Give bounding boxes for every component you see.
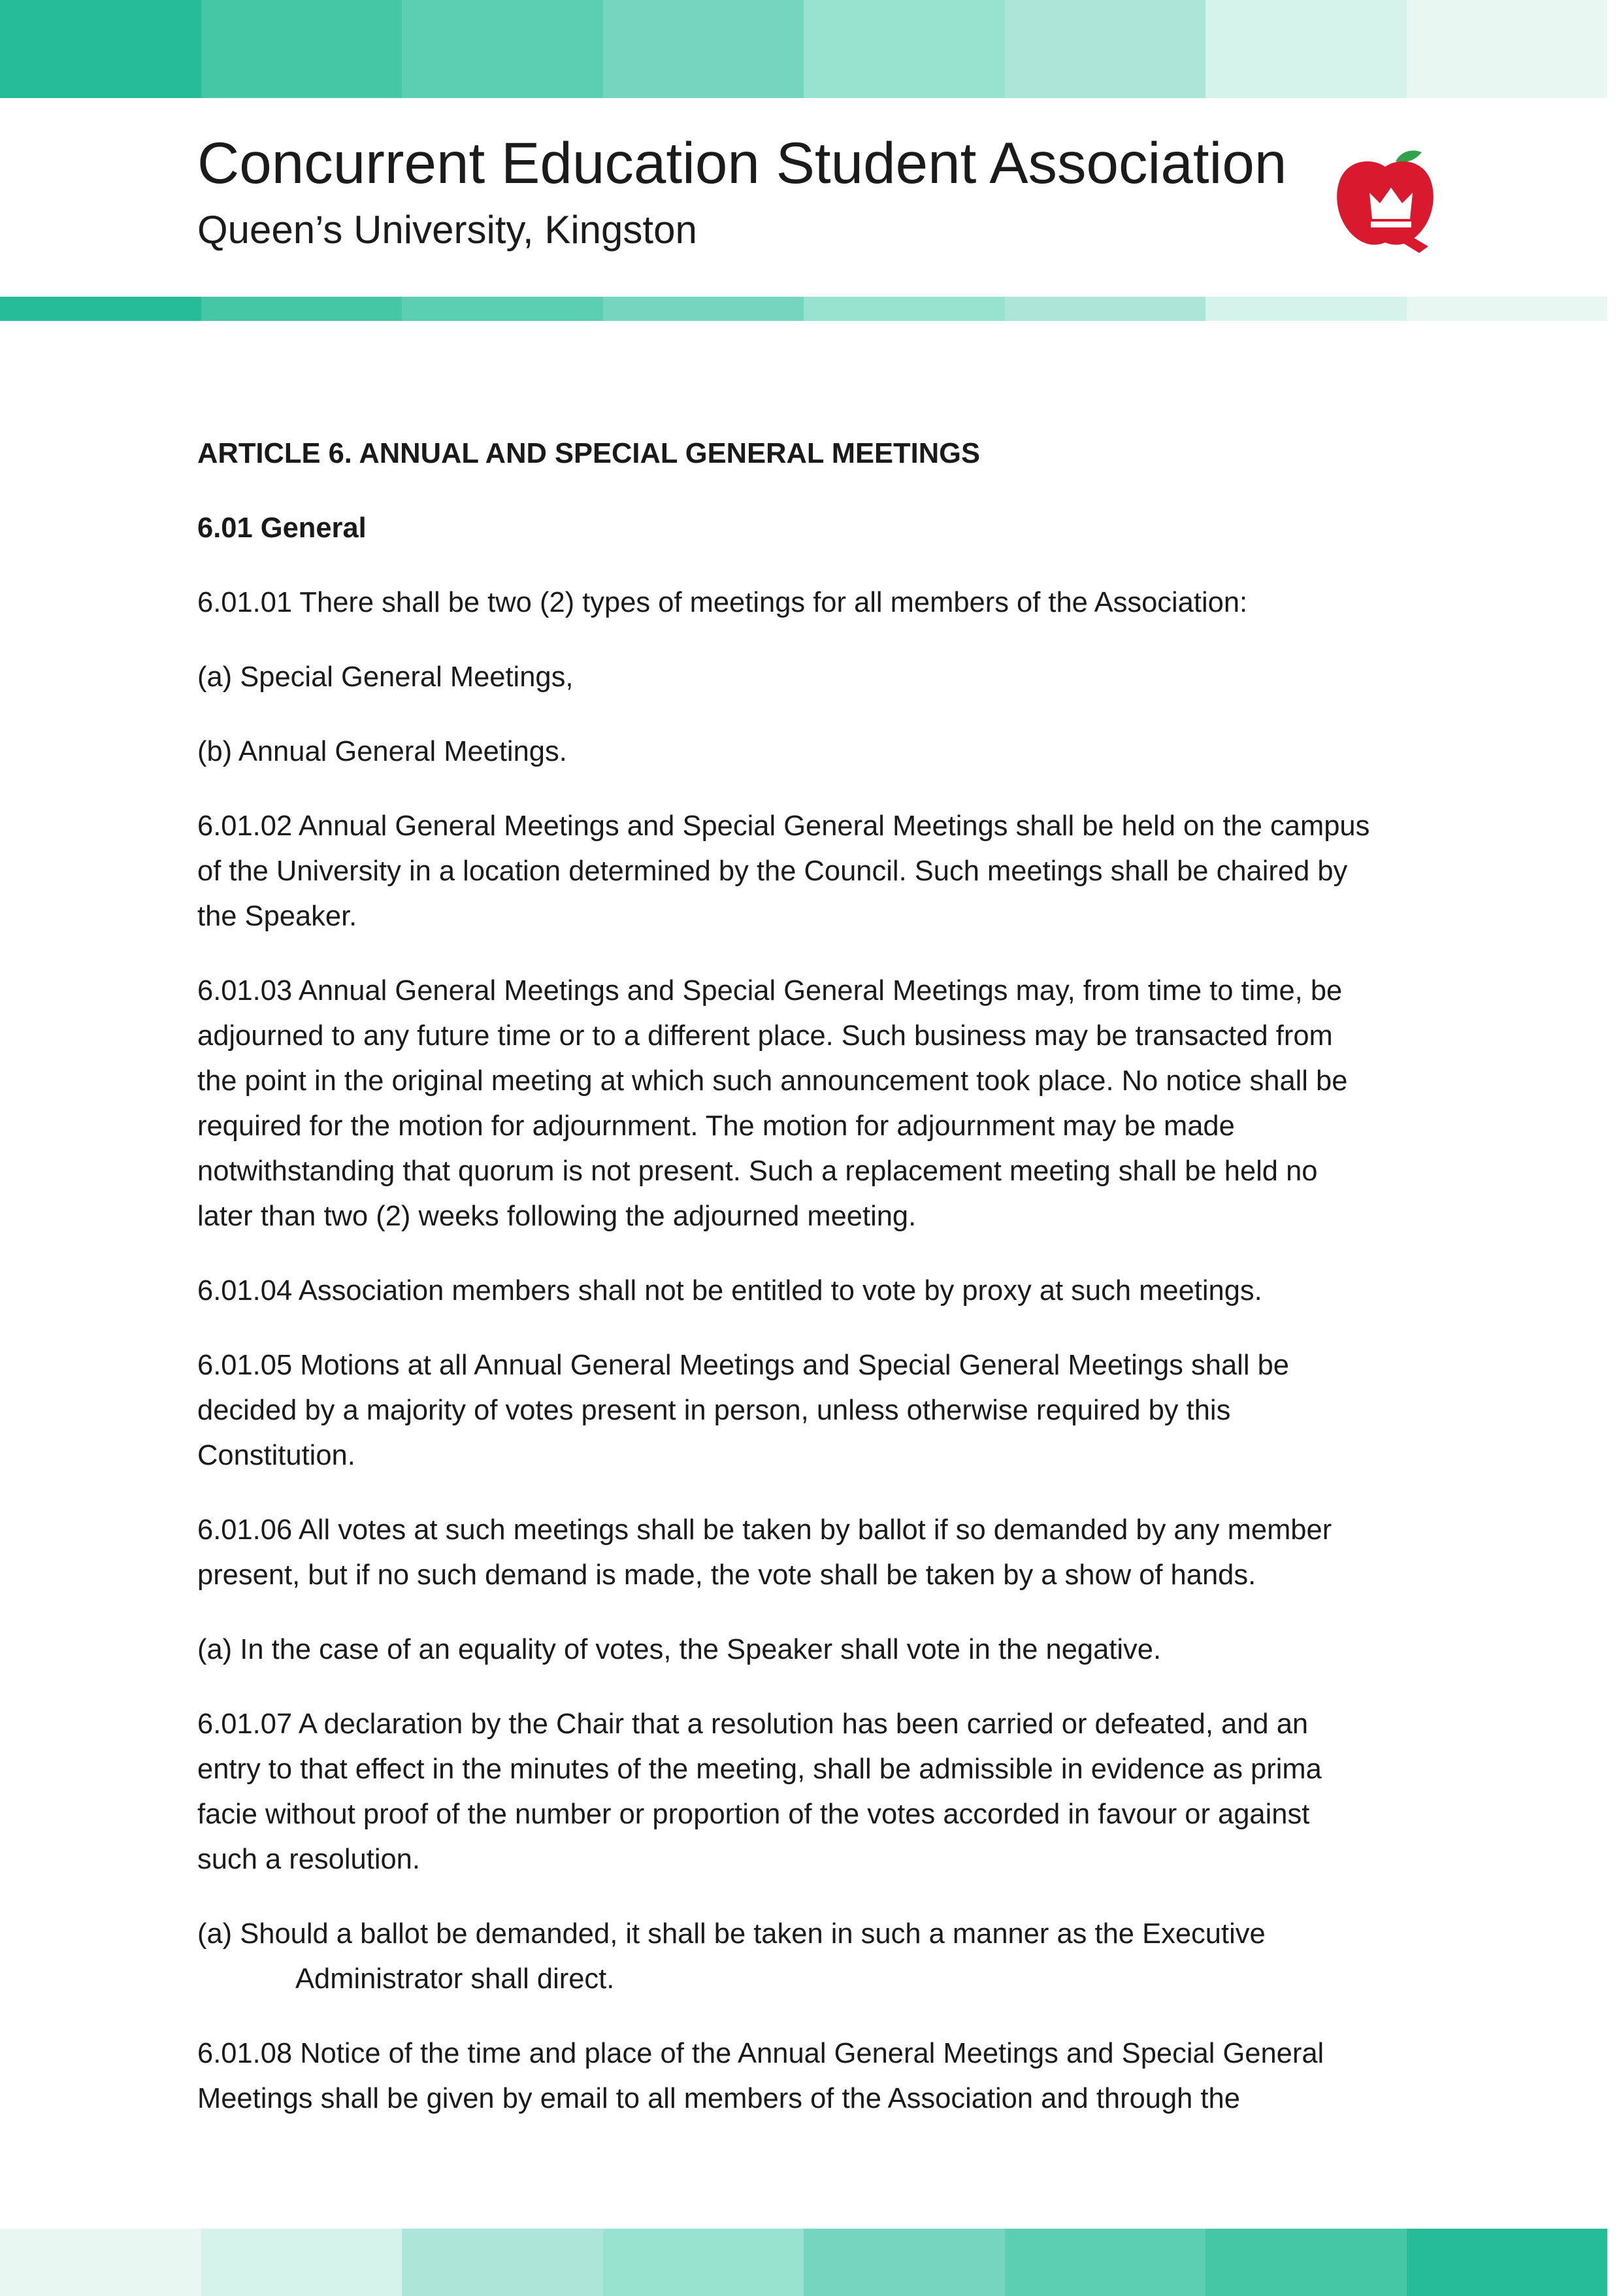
text-line: 6.01.08 Notice of the time and place of the Annual General Meetings and Special General <box>197 2038 1324 2069</box>
band-segment <box>1205 0 1407 98</box>
text-line: 6.01.06 All votes at such meetings shall be taken by ballot if so demanded by any member <box>197 1514 1332 1546</box>
band-segment <box>1407 297 1608 321</box>
band-segment <box>0 2229 201 2296</box>
band-segment <box>201 2229 402 2296</box>
clause-6-01-02 <box>197 804 1452 939</box>
clause-6-01-04: 6.01.04 Association members shall not be entitled to vote by proxy at such meetings. <box>197 1275 1262 1306</box>
text-line: present, but if no such demand is made, the vote shall be taken by a show of hands. <box>197 1559 1256 1591</box>
clause-6-01-03 <box>197 969 1452 1239</box>
band-segment <box>603 297 804 321</box>
band-segment <box>1005 297 1206 321</box>
text-line: 6.01.07 A declaration by the Chair that a resolution has been carried or defeated, and an <box>197 1708 1309 1740</box>
band-segment <box>1205 297 1407 321</box>
band-segment <box>201 0 402 98</box>
clause-6-01-07 <box>197 1702 1452 1882</box>
header-color-band <box>0 0 1607 98</box>
clause-6-01-05 <box>197 1343 1452 1478</box>
letterhead-title: Concurrent Education Student Association <box>197 130 1287 195</box>
document-body <box>197 431 1452 2151</box>
header-divider-band <box>0 297 1607 321</box>
article-heading: ARTICLE 6. ANNUAL AND SPECIAL GENERAL MEETINGS <box>197 438 980 469</box>
band-segment <box>1205 2229 1407 2296</box>
text-line: of the University in a location determined by the Council. Such meetings shall be chaired by <box>197 856 1348 887</box>
text-line: the Speaker. <box>197 901 357 932</box>
band-segment <box>0 297 201 321</box>
band-segment <box>402 2229 603 2296</box>
band-segment <box>0 0 201 98</box>
band-segment <box>804 297 1005 321</box>
text-line: entry to that effect in the minutes of the meeting, shall be admissible in evidence as prima <box>197 1754 1322 1785</box>
band-segment <box>804 2229 1005 2296</box>
section-heading: 6.01 General <box>197 512 367 544</box>
text-line: required for the motion for adjournment. The motion for adjournment may be made <box>197 1110 1235 1142</box>
band-segment <box>804 0 1005 98</box>
text-line: adjourned to any future time or to a different place. Such business may be transacted from <box>197 1020 1333 1052</box>
band-segment <box>402 297 603 321</box>
text-line: 6.01.03 Annual General Meetings and Special General Meetings may, from time to time, be <box>197 975 1343 1007</box>
band-segment <box>1005 2229 1206 2296</box>
band-segment <box>1005 0 1206 98</box>
clause-6-01-08 <box>197 2031 1452 2121</box>
band-segment <box>201 297 402 321</box>
letterhead-subtitle: Queen’s University, Kingston <box>197 208 697 252</box>
text-line: 6.01.05 Motions at all Annual General Meetings and Special General Meetings shall be <box>197 1350 1289 1381</box>
clause-item-b: (b) Annual General Meetings. <box>197 736 567 767</box>
band-segment <box>603 2229 804 2296</box>
clause-item-a: (a) Special General Meetings, <box>197 661 574 693</box>
footer-color-band <box>0 2229 1607 2296</box>
text-line: notwithstanding that quorum is not present. Such a replacement meeting shall be held no <box>197 1156 1318 1187</box>
text-line: the point in the original meeting at which such announcement took place. No notice shall be <box>197 1065 1348 1097</box>
text-line: Meetings shall be given by email to all members of the Association and through the <box>197 2083 1240 2114</box>
text-line: 6.01.02 Annual General Meetings and Special General Meetings shall be held on the campus <box>197 810 1370 842</box>
text-line: Administrator shall direct. <box>295 1963 615 1995</box>
clause-6-01-07-item-a <box>197 1912 1452 2002</box>
clause-6-01-06 <box>197 1508 1452 1598</box>
band-segment <box>1407 0 1608 98</box>
apple-crown-logo-icon <box>1333 147 1437 255</box>
band-segment <box>402 0 603 98</box>
clause-6-01-06-item-a: (a) In the case of an equality of votes, the Speaker shall vote in the negative. <box>197 1634 1162 1665</box>
clause-6-01-01: 6.01.01 There shall be two (2) types of meetings for all members of the Association: <box>197 587 1248 618</box>
text-line: later than two (2) weeks following the adjourned meeting. <box>197 1201 917 1232</box>
text-line: decided by a majority of votes present in person, unless otherwise required by this <box>197 1395 1231 1426</box>
text-line: (a) Should a ballot be demanded, it shall be taken in such a manner as the Executive <box>197 1918 1266 1950</box>
band-segment <box>603 0 804 98</box>
text-line: such a resolution. <box>197 1844 420 1875</box>
text-line: Constitution. <box>197 1440 355 1471</box>
text-line: facie without proof of the number or proportion of the votes accorded in favour or against <box>197 1799 1310 1830</box>
band-segment <box>1407 2229 1608 2296</box>
